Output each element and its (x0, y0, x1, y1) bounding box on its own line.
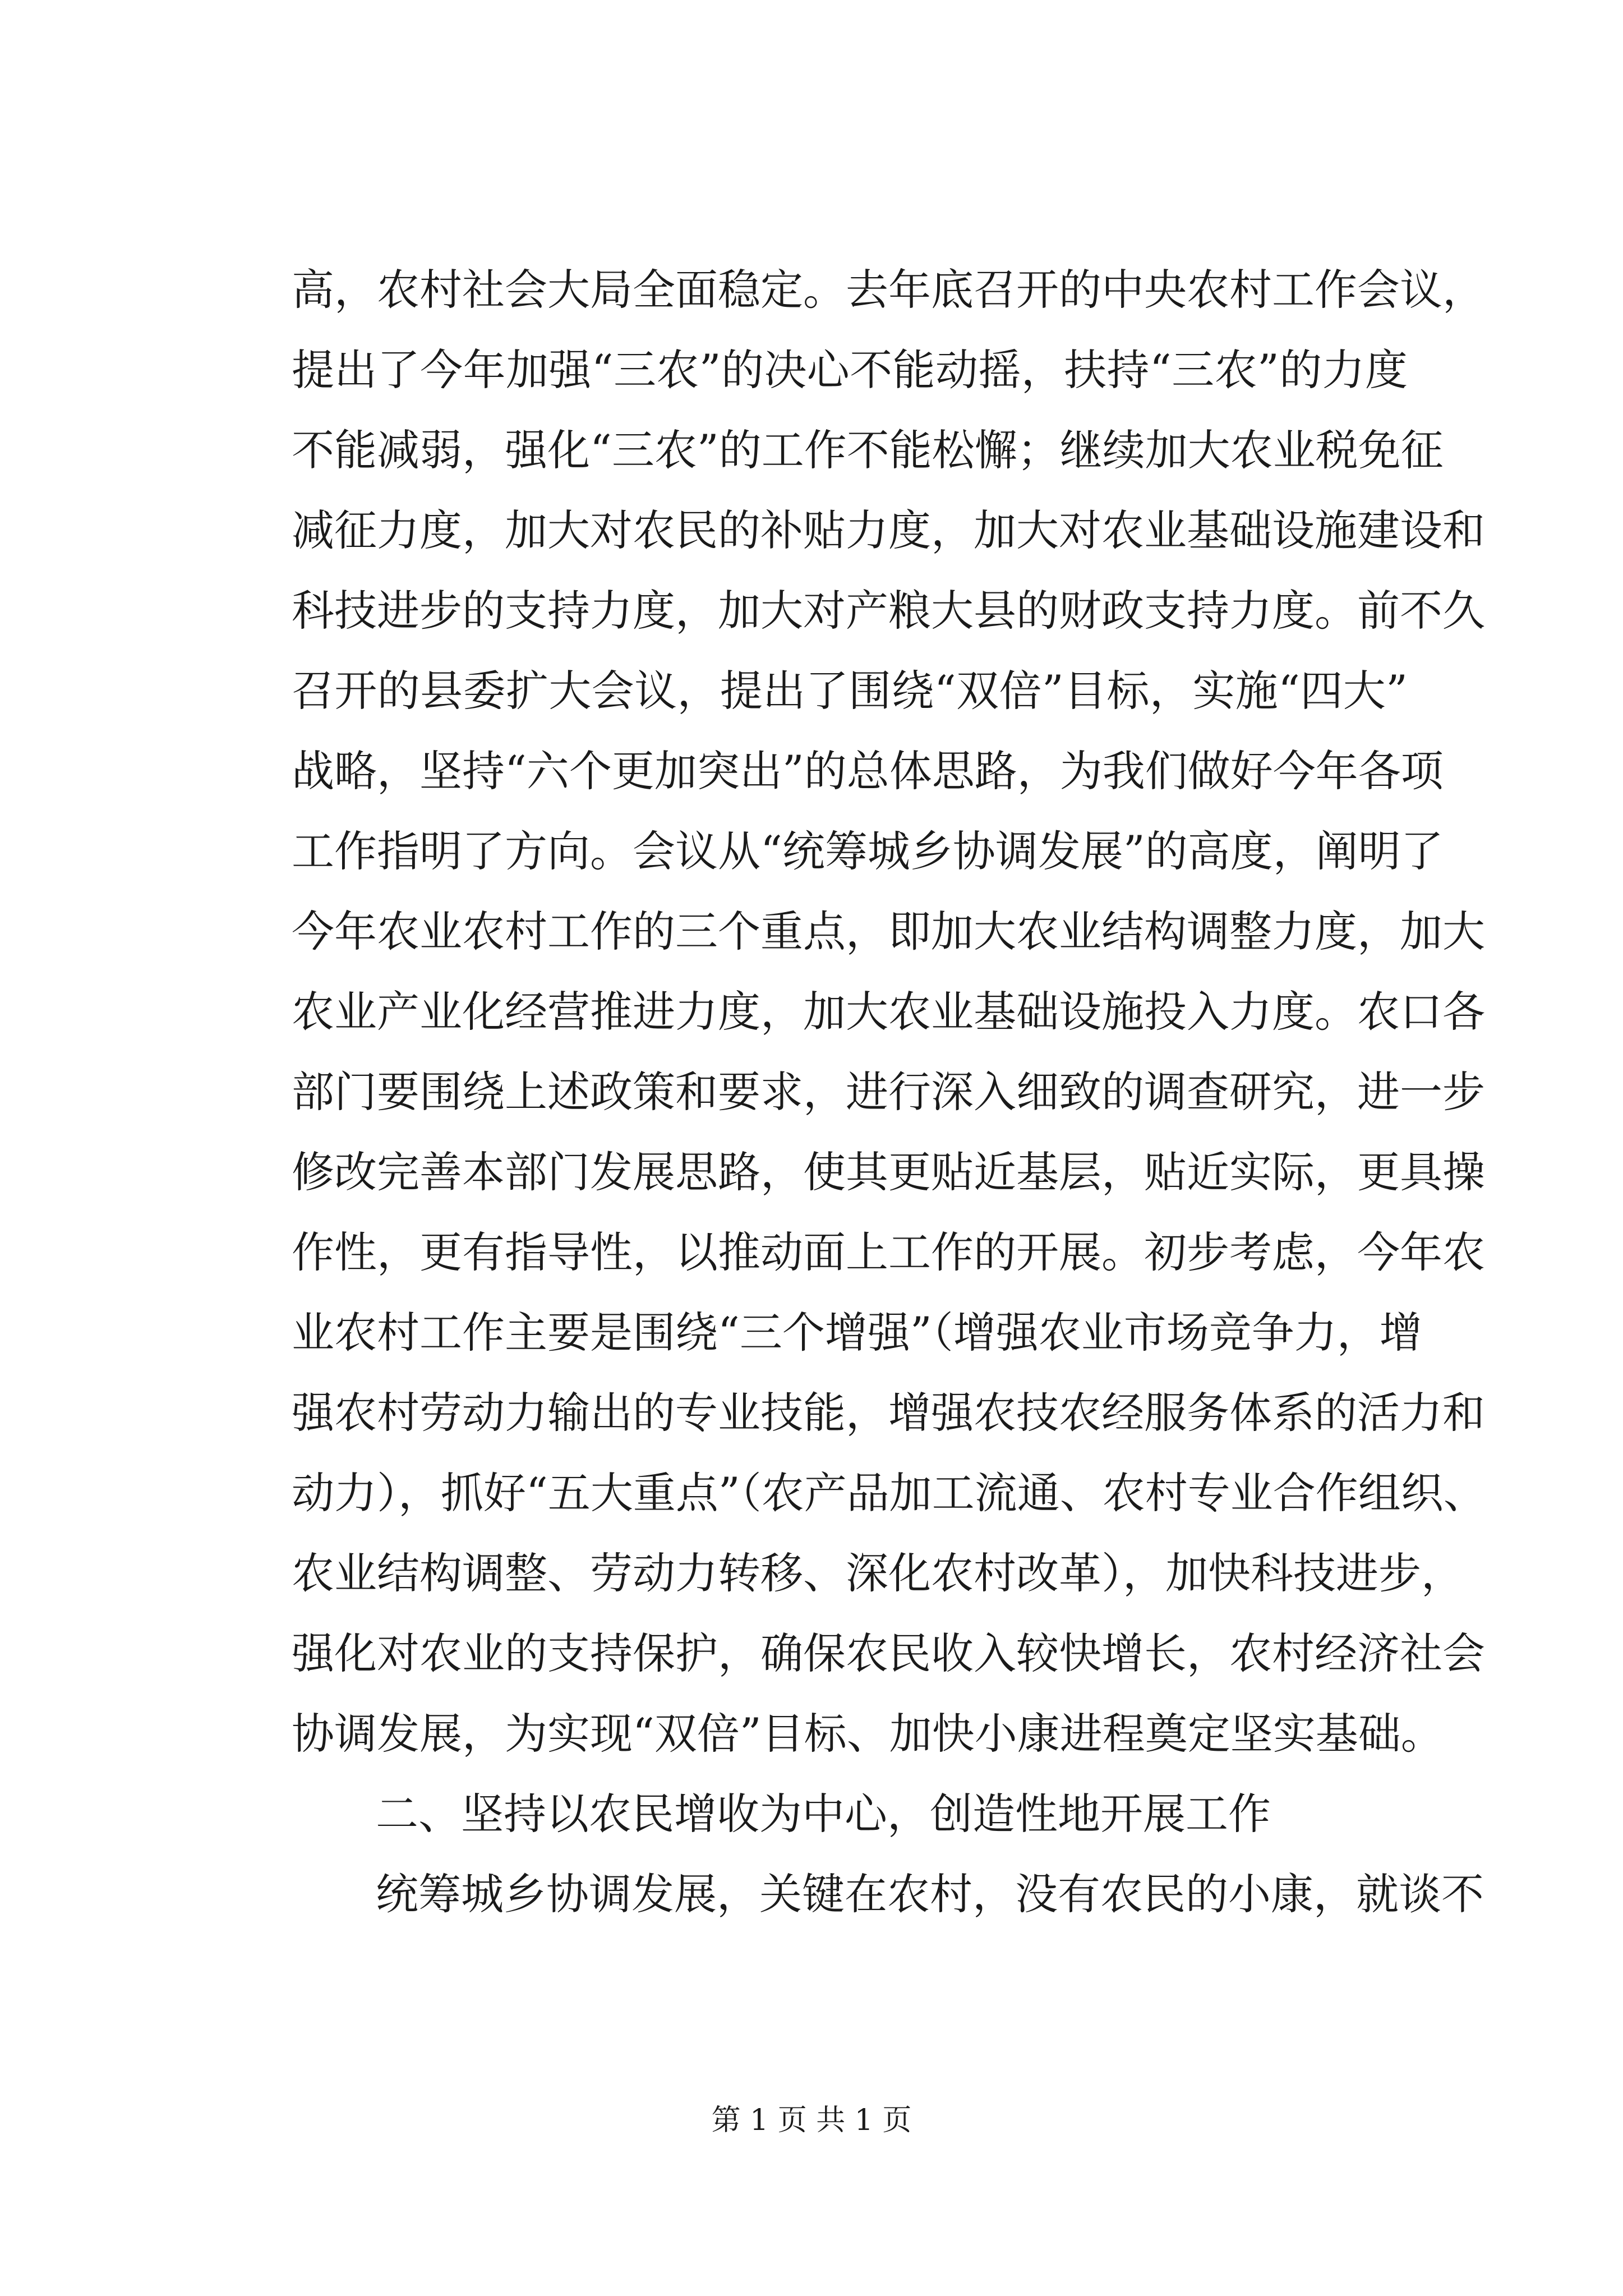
paragraph-line: 提出了今年加强“三农”的决心不能动摇，扶持“三农”的力度 (292, 345, 1408, 395)
paragraph-line: 减征力度，加大对农民的补贴力度，加大对农业基础设施建设和 (292, 505, 1485, 555)
paragraph-line: 协调发展，为实现“双倍”目标、加快小康进程奠定坚实基础。 (292, 1709, 1444, 1759)
paragraph-line: 修改完善本部门发展思路，使其更贴近基层，贴近实际，更具操 (292, 1147, 1485, 1197)
paragraph-line: 强化对农业的支持保护，确保农民收入较快增长，农村经济社会 (292, 1628, 1485, 1678)
paragraph-line: 农业产业化经营推进力度，加大农业基础设施投入力度。农口各 (292, 987, 1485, 1037)
paragraph-line: 业农村工作主要是围绕“三个增强”（增强农业市场竞争力，增 (292, 1308, 1422, 1358)
paragraph-line: 今年农业农村工作的三个重点，即加大农业结构调整力度，加大 (292, 907, 1485, 956)
paragraph-line: 动力），抓好“五大重点”（农产品加工流通、农村专业合作组织、 (292, 1468, 1486, 1518)
paragraph-line: 科技进步的支持力度，加大对产粮大县的财政支持力度。前不久 (292, 586, 1485, 636)
paragraph-line: 工作指明了方向。会议从“统筹城乡协调发展”的高度，阐明了 (292, 826, 1444, 876)
paragraph-line: 强农村劳动力输出的专业技能，增强农技农经服务体系的活力和 (292, 1388, 1485, 1438)
paragraph-line: 高，农村社会大局全面稳定。去年底召开的中央农村工作会议， (292, 265, 1485, 315)
paragraph-line: 作性，更有指导性，以推动面上工作的开展。初步考虑，今年农 (292, 1227, 1485, 1277)
document-body (292, 250, 1486, 1934)
paragraph-line: 召开的县委扩大会议，提出了围绕“双倍”目标，实施“四大” (292, 666, 1408, 716)
paragraph-line: 不能减弱，强化“三农”的工作不能松懈；继续加大农业税免征 (292, 425, 1444, 475)
paragraph-line: 部门要围绕上述政策和要求，进行深入细致的调查研究，进一步 (292, 1067, 1485, 1117)
page-footer: 第 1 页 共 1 页 (711, 2104, 912, 2137)
paragraph-line: 战略，坚持“六个更加突出”的总体思路，为我们做好今年各项 (292, 746, 1444, 796)
section-heading: 二、坚持以农民增收为中心，创造性地开展工作 (376, 1789, 1271, 1839)
paragraph-line: 统筹城乡协调发展，关键在农村，没有农民的小康，就谈不 (376, 1869, 1484, 1919)
paragraph-line: 农业结构调整、劳动力转移、深化农村改革），加快科技进步， (292, 1548, 1464, 1598)
